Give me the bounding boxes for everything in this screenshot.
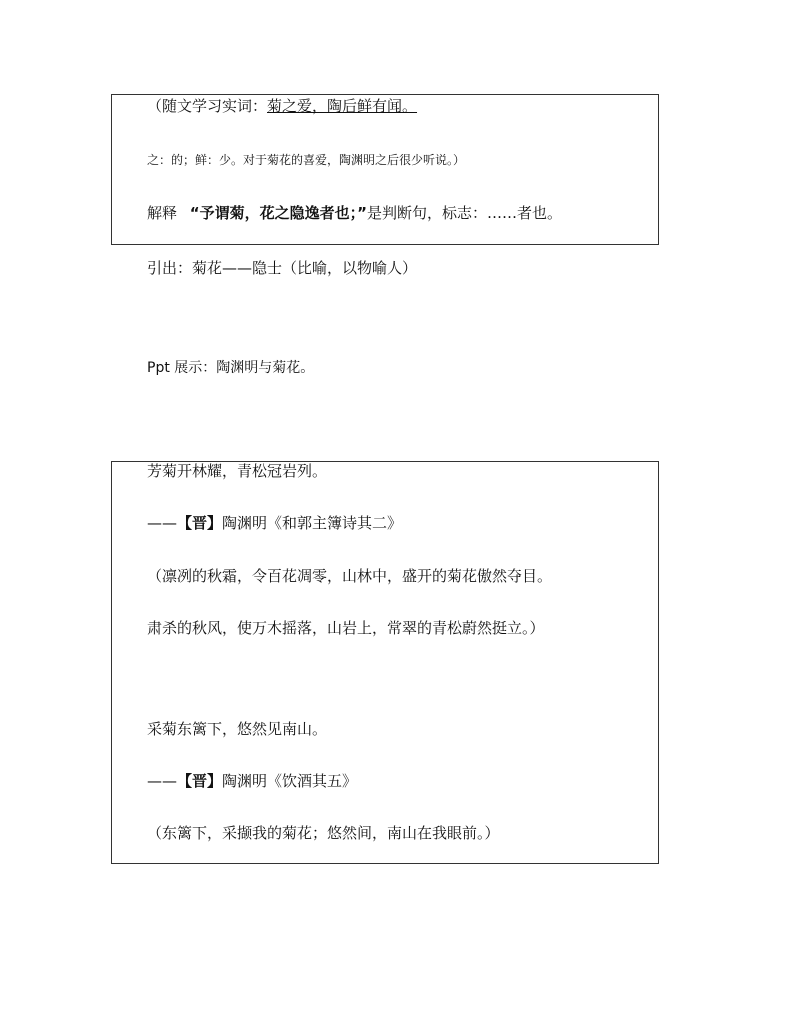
poem1-dash: —— [147,514,177,532]
poem1-author-title: 陶渊明《和郭主簿诗其二》 [222,514,403,532]
explanation-label: 解释 [147,204,178,222]
sentence-explanation-line [147,203,562,223]
explanation-rest: 是判断句，标志：……者也。 [367,204,563,222]
vocab-note-line [147,96,417,116]
ppt-line: Ppt 展示：陶渊明与菊花。 [147,360,315,376]
poem1-dynasty: 【晋】 [177,514,223,532]
poem1-translation-1: （凛冽的秋霜，令百花凋零，山林中，盛开的菊花傲然夺目。 [147,567,553,585]
intro-line: 引出：菊花——隐士（比喻，以物喻人） [147,259,418,277]
vocab-note-prefix: （随文学习实词： [147,97,268,115]
vocab-explanation-line: 之：的；鲜：少。对于菊花的喜爱，陶渊明之后很少听说。） [147,153,466,167]
poem2-attribution [147,771,357,791]
poem1-attribution [147,513,402,533]
explanation-quote: “予谓菊，花之隐逸者也；” [189,204,368,222]
poem2-dynasty: 【晋】 [177,772,223,790]
vocab-note-quote: 菊之爱，陶后鲜有闻。 [267,97,418,115]
poem2-author-title: 陶渊明《饮酒其五》 [222,772,358,790]
poem2-dash: —— [147,772,177,790]
poem1-line: 芳菊开林耀，青松冠岩列。 [147,462,328,480]
poem1-translation-2: 肃杀的秋风，使万木摇落，山岩上，常翠的青松蔚然挺立。） [147,619,545,637]
poem2-translation: （东篱下，采撷我的菊花；悠然间，南山在我眼前。） [147,824,500,842]
poem2-line: 采菊东篱下，悠然见南山。 [147,720,328,738]
